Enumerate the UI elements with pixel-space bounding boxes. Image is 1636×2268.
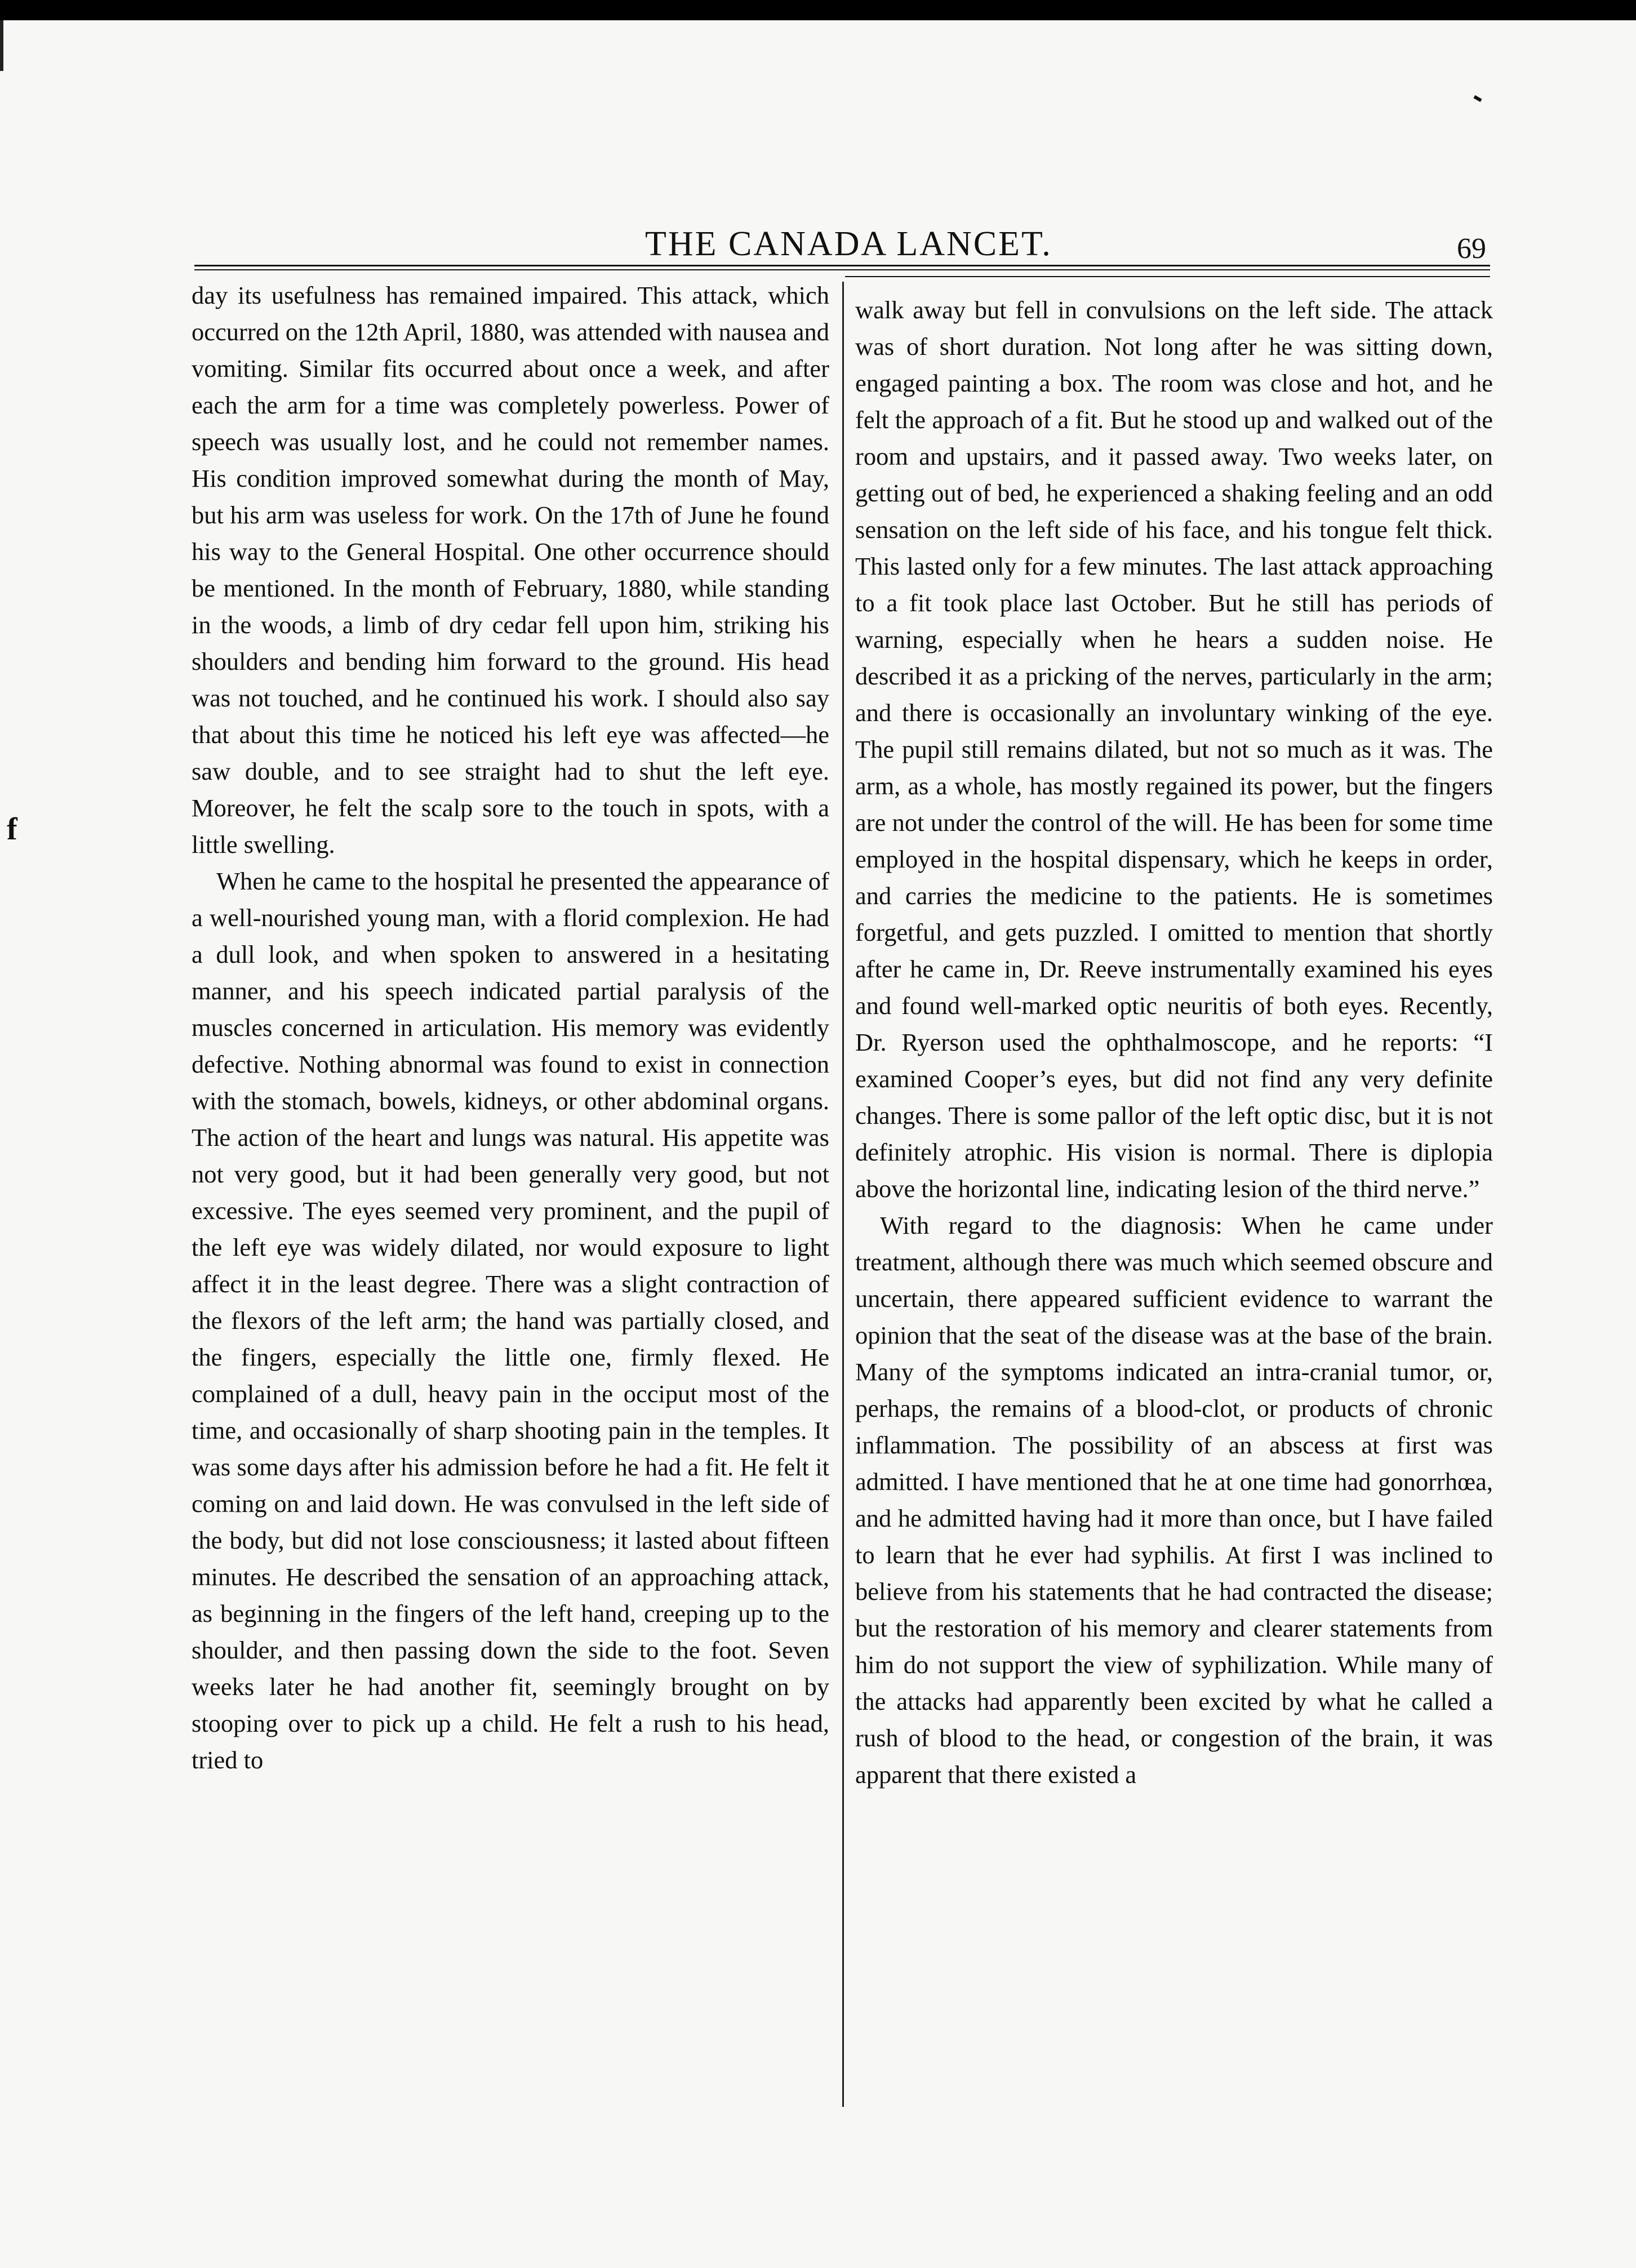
header-rule-bottom — [194, 269, 1490, 270]
paragraph: day its usefulness has remained impaired. This attack, which occurred on the 12th April, 1880, was attended with nausea and vomiting. Similar fits occurred about once a week, and after each the arm for a time was completely powerless. Power of speech was usually lost, and he could not remember names. His condition improved somewhat during the month of May, but his arm was useless for work. On the 17th of June he found his way to the General Hospital. One other occurrence should be mentioned. In the month of February, 1880, while standing in the woods, a limb of dry cedar fell upon him, striking his shoulders and bending him forward to the ground. His head was not touched, and he continued his work. I should also say that about this time he noticed his left eye was affected—he saw double, and to see straight had to shut the left eye. Moreover, he felt the scalp sore to the touch in spots, with a little swelling. — [192, 281, 829, 859]
scan-top-border — [0, 0, 1636, 20]
paragraph: walk away but fell in convulsions on the left side. The attack was of short duration. Not long after he was sitting down, engaged painting a box. The room was close and hot, and he felt the approach of a fit. But he stood up and walked out of the room and upstairs, and it passed away. Two weeks later, on getting out of bed, he experienced a shaking feeling and an odd sensation on the left side of his face, and his tongue felt thick. This lasted only for a few minutes. The last attack approaching to a fit took place last October. But he still has periods of warning, especially when he hears a sudden noise. He described it as a pricking of the nerves, particularly in the arm; and there is occasionally an involuntary winking of the eye. The pupil still remains dilated, but not so much as it was. The arm, as a whole, has mostly regained its power, but the fingers are not under the control of the will. He has been for some time employed in the hospital dispensary, which he keeps in order, and carries the medicine to the patients. He is sometimes forgetful, and gets puzzled. I omitted to mention that shortly after he came in, Dr. Reeve instrumentally examined his eyes and found well-marked optic neuritis of both eyes. Recently, Dr. Ryerson used the ophthalmoscope, and he reports: “I examined Cooper’s eyes, but did not find any very definite changes. There is some pallor of the left optic disc, but it is not definitely atrophic. His vision is normal. There is diplopia above the horizontal line, indicating lesion of the third nerve.” — [855, 296, 1493, 1203]
paragraph: With regard to the diagnosis: When he came under treatment, although there was much which seemed obscure and uncertain, there appeared sufficient evidence to warrant the opinion that the seat of the disease was at the base of the brain. Many of the symptoms indicated an intra-cranial tumor, or, perhaps, the remains of a blood-clot, or products of chronic inflammation. The possibility of an abscess at first was admitted. I have mentioned that he at one time had gonorrhœa, and he admitted having had it more than once, but I have failed to learn that he ever had syphilis. At first I was inclined to believe from his statements that he had contracted the disease; but the restoration of his memory and clearer statements from him do not support the view of syphilization. While many of the attacks had apparently been excited by what he called a rush of blood to the head, or congestion of the brain, it was apparent that there existed a — [855, 1211, 1493, 1789]
scan-left-edge — [0, 20, 3, 71]
paragraph: When he came to the hospital he presented the appearance of a well-nourished young man, with a florid complexion. He had a dull look, and when spoken to answered in a hesitating manner, and his speech indicated partial paralysis of the muscles concerned in articulation. His memory was evidently defective. Nothing abnormal was found to exist in connection with the stomach, bowels, kidneys, or other abdominal organs. The action of the heart and lungs was natural. His appetite was not very good, but it had been generally very good, but not excessive. The eyes seemed very prominent, and the pupil of the left eye was widely dilated, nor would exposure to light affect it in the least degree. There was a slight contraction of the flexors of the left arm; the hand was partially closed, and the fingers, especially the little one, firmly flexed. He complained of a dull, heavy pain in the occiput most of the time, and occasionally of sharp shooting pain in the temples. It was some days after his admission before he had a fit. He felt it coming on and laid down. He was convulsed in the left side of the body, but did not lose consciousness; it lasted about fifteen minutes. He described the sensation of an approaching attack, as beginning in the fingers of the left hand, creeping up to the shoulder, and then passing down the side to the foot. Seven weeks later he had another fit, seemingly brought on by stooping over to pick up a child. He felt a rush to his head, tried to — [192, 867, 829, 1774]
column-divider — [842, 282, 844, 2107]
margin-mark: f — [7, 812, 17, 847]
page-number: 69 — [1457, 233, 1486, 265]
journal-title: THE CANADA LANCET. — [645, 225, 1052, 263]
header-rule-top — [194, 265, 1490, 266]
right-column — [855, 292, 1493, 1793]
scan-speck — [1473, 95, 1482, 102]
left-column — [192, 277, 829, 1778]
header-rule-right-extension — [845, 276, 1490, 277]
